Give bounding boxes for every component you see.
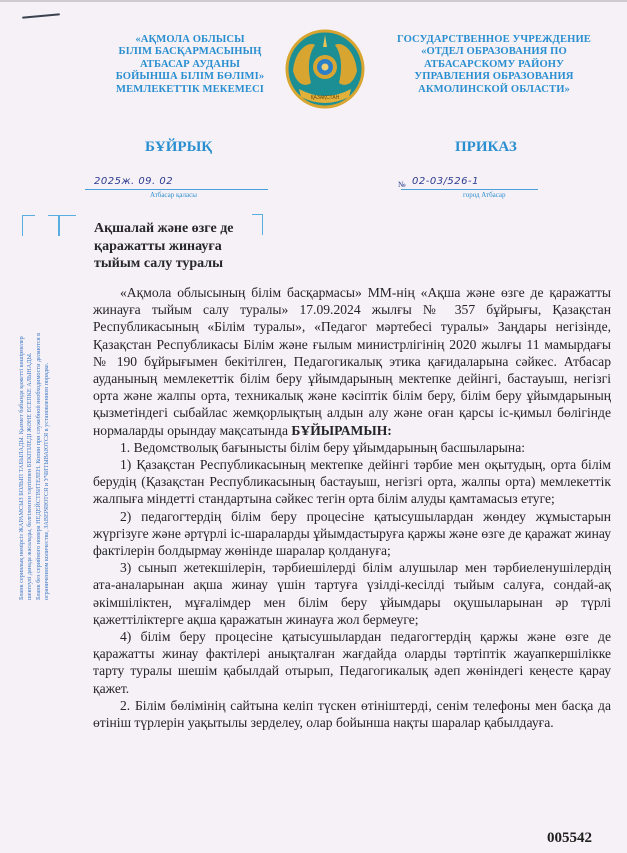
org-ru-line: ГОСУДАРСТВЕННОЕ УЧРЕЖДЕНИЕ — [397, 34, 591, 45]
city-russian: город Атбасар — [463, 191, 506, 199]
org-name-russian — [388, 34, 600, 96]
org-ru-line: АКМОЛИНСКОЙ ОБЛАСТИ» — [418, 83, 570, 95]
order-item: 2) педагогтердің білім беру процесіне қатысушылардан жөндеу жұмыстарын жүргізуге және әртүрлі іс-шараларды ұйымдастыруға қаржы және өзге де қаражат жинау фактілерін болдырмау жөнінде шаралар қолдануға; — [93, 508, 611, 559]
serial-number: 005542 — [547, 830, 592, 846]
city-kazakh: Атбасар қаласы — [150, 191, 197, 199]
pen-mark — [22, 13, 60, 18]
side-note-line: Бланк без серийного номера НЕДЕЙСТВИТЕЛЕН. Копии при служебной необходимости делаются в — [34, 332, 42, 600]
order-item: 1) Қазақстан Республикасының мектепке дейінгі тәрбие мен оқытудың, орта білім берудің (Қазақстан Республикасының бастауыш, негізгі орта, жалпы орта) мемлекеттік жалпыға міндетті стандартына сәйкес тегін орта білім алуды қамтамасыз етуге; — [93, 457, 611, 507]
side-note-line: Бланк сериялық нөмірсіз ЖАРАМСЫЗ БОЛЫП ТАБЫЛАДЫ. Қызмет бабында қажетті көшірмелер — [18, 336, 25, 600]
subject-heading — [94, 220, 264, 273]
subject-line: Ақшалай және өзге де — [94, 221, 234, 236]
org-ru-line: «ОТДЕЛ ОБРАЗОВАНИЯ ПО — [421, 46, 567, 58]
side-note-line: шектеулі данада жасалады, белгіленген тәртіппен БЕКІТІЛЕДІ ЖӘНЕ ЕСЕПКЕ АЛЫНАДЫ. — [26, 352, 34, 600]
org-kk-line: МЕМЛЕКЕТТІК МЕКЕМЕСІ — [115, 83, 264, 95]
preamble-text: «Ақмола облысының білім басқармасы» ММ-нің «Ақша және өзге де қаражатты жинауға тыйым салу туралы» 17.09.2024 жылғы № 357 бұйрығы, Қазақстан Республикасының «Білім туралы», «Педагог мәртебесі туралы» Заңдары негізінде, Қазақстан Республикасы Білім және ғылым министрлігінің 2020 жылғы 11 мамырдағы № 190 бұйрығымен бекітілген, Педагогикалық этика қағидаларына сәйкес. Атбасар ауданының мемлекеттік білім беру ұйымдарының мектепке дейінгі, бастауыш, негізгі орта және жалпы орта, техникалық және кәсіптік білім беру, білім беру ұйымдарының қызметіндегі сыбайлас жемқорлықтың алдын алу және оған қарсы іс-қимыл бөлігінде нормаларды орындау мақсатында — [93, 285, 611, 438]
org-name-kazakh — [96, 34, 284, 96]
number-label: № — [398, 180, 406, 189]
doc-title-russian: ПРИКАЗ — [455, 139, 517, 155]
blank-security-note — [18, 290, 68, 600]
order-item: 3) сынып жетекшілерін, тәрбиешілерді білім алушылар мен тәрбиеленушілердің ата-аналарынан ақша жинау үшін тартуға үзілді-кесілді тыйым салуға, сондай-ақ әкімшіліктен, мұғалімдер мен білім беру ұйымдары оқушыларынан әр түрлі қажеттіліктерге ақша қаражатын жинауға жол бермеуге; — [93, 560, 611, 627]
org-ru-line: УПРАВЛЕНИЯ ОБРАЗОВАНИЯ — [414, 71, 574, 83]
org-kk-line: БОЙЫНША БІЛІМ БӨЛІМІ» — [115, 71, 265, 83]
corner-bracket — [48, 215, 59, 236]
order-body — [93, 284, 611, 731]
page-top-edge — [0, 0, 627, 2]
order-item: 2. Білім бөлімінің сайтына келіп түскен өтініштерді, сенім телефоны мен басқа да өтініш түрлерін уақытылы зерделеу, олар бойынша нақты шаралар қабылдауға. — [93, 697, 611, 731]
org-ru-line: АТБАСАРСКОМУ РАЙОНУ — [423, 58, 565, 70]
corner-bracket — [22, 215, 35, 236]
handwritten-date: 2025ж. 09. 02 — [94, 176, 174, 187]
subject-line: қаражатты жинауға — [94, 238, 222, 254]
corner-bracket — [59, 215, 76, 236]
date-underline — [85, 189, 268, 190]
emblem-text: ҚАЗАҚСТАН — [310, 95, 340, 101]
preamble-paragraph — [93, 284, 611, 439]
order-item: 1. Ведомстволық бағынысты білім беру ұйымдарының басшыларына: — [120, 439, 526, 455]
subject-line: тыйым салу туралы — [94, 256, 224, 271]
org-kk-line: «АҚМОЛА ОБЛЫСЫ — [135, 34, 245, 45]
order-item: 4) білім беру процесіне қатысушылардан педагогтердің қаржы және өзге де қаражатты жинау фактілері анықталған жағдайда оларды тәртіптік жауапкершілікке тарту туралы шешім қабылдай отырып, Педагогикалық әдеп жөніндегі кеңесте қарау қажет. — [93, 629, 611, 696]
side-note-line: ограниченном количестве, ЗАВЕРЯЮТСЯ и УЧИТЫВАЮТСЯ в установленном порядке. — [43, 362, 51, 600]
org-kk-line: АТБАСАР АУДАНЫ — [139, 58, 241, 70]
handwritten-number: 02-03/526-1 — [412, 176, 479, 187]
order-word: БҰЙЫРАМЫН: — [291, 422, 392, 438]
doc-title-kazakh: БҰЙРЫҚ — [145, 139, 213, 155]
number-underline — [401, 189, 538, 190]
state-emblem-icon — [285, 27, 365, 111]
org-kk-line: БІЛІМ БАСҚАРМАСЫНЫҢ — [118, 46, 262, 58]
